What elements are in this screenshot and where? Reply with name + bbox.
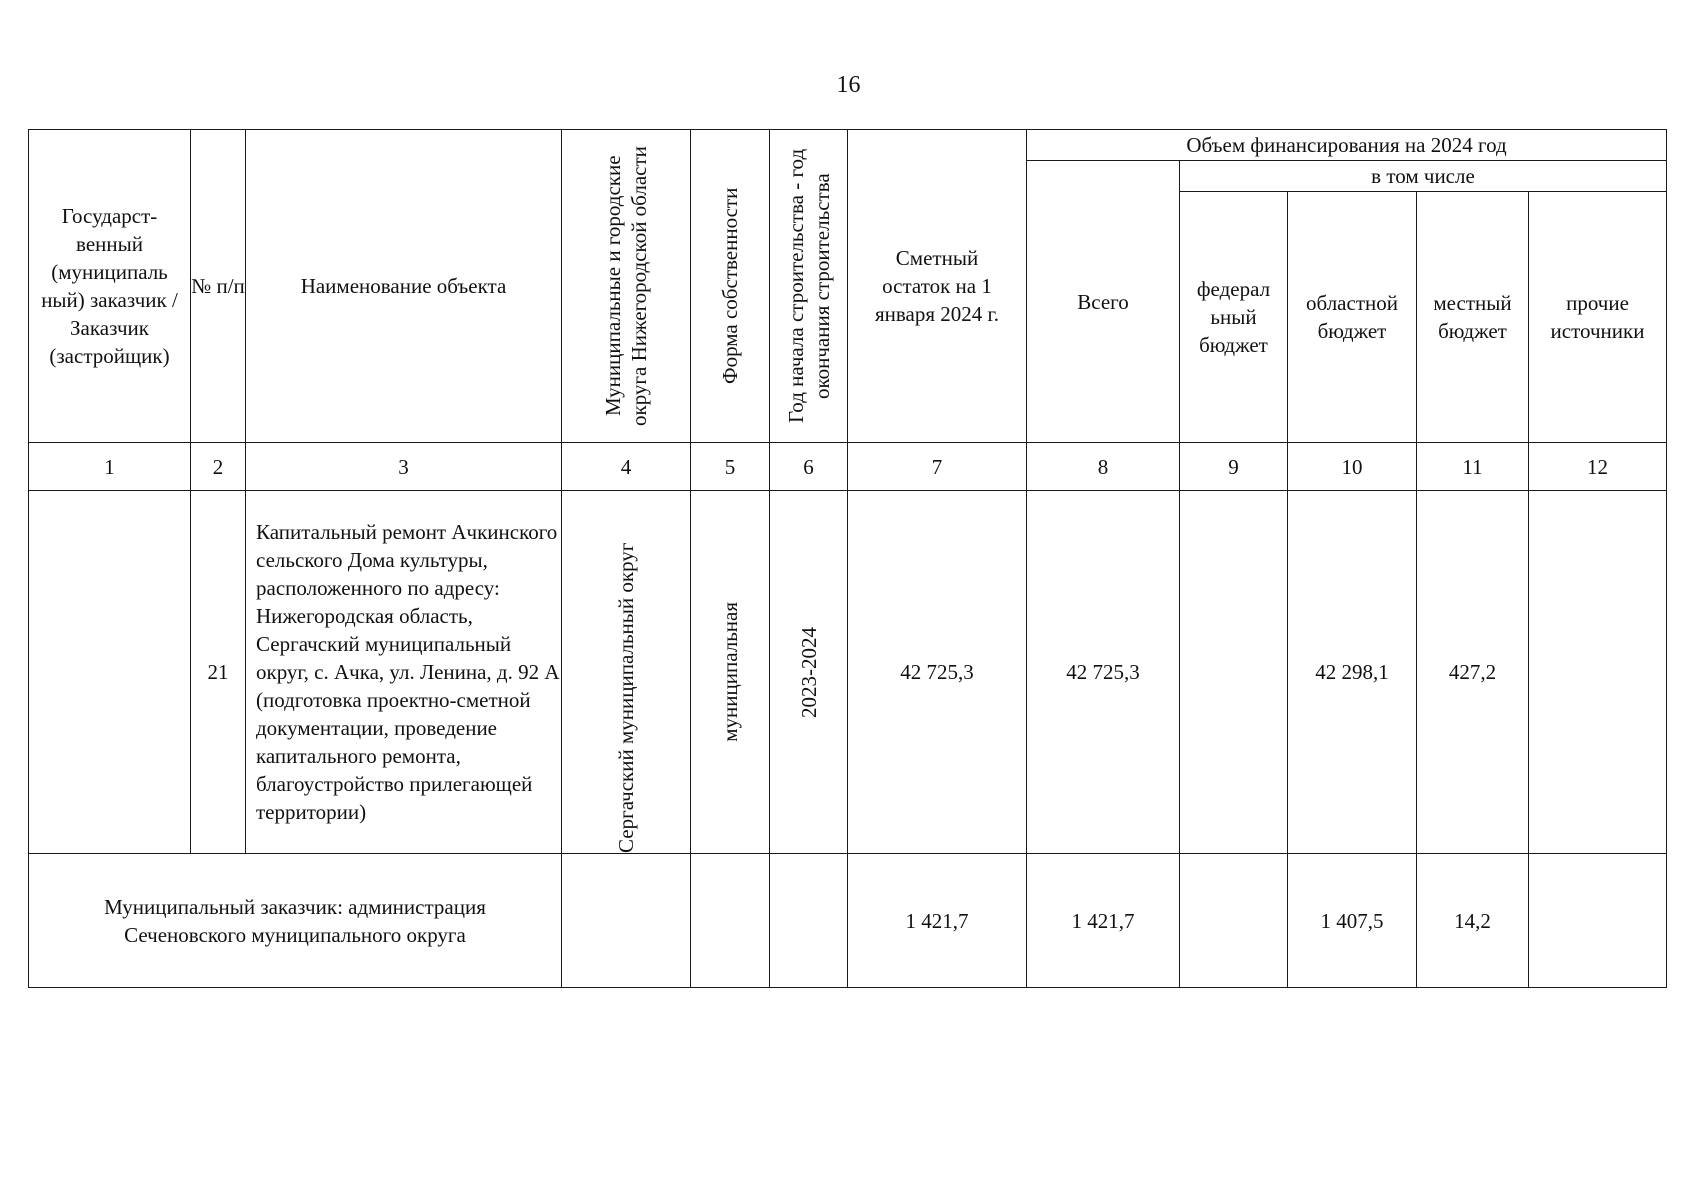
header-number: [191, 130, 246, 443]
header-years: [770, 130, 848, 443]
header-including: [1180, 161, 1667, 192]
header-other-text: прочие источники: [1550, 291, 1645, 343]
total-federal: [1180, 854, 1288, 988]
total-row: [29, 854, 1667, 988]
header-object-name-text: Наименование объекта: [300, 274, 507, 298]
row-years-text: 2023-2024: [796, 626, 821, 718]
total-estimate-balance: 1 421,7: [848, 854, 1027, 988]
row-federal: [1180, 491, 1288, 854]
column-number: 11: [1417, 443, 1529, 491]
row-regional: 42 298,1: [1288, 491, 1417, 854]
header-estimate-balance: [848, 130, 1027, 443]
column-number: 12: [1529, 443, 1667, 491]
header-financing-group-text: Объем финансирования на 2024 год: [1186, 133, 1507, 157]
column-number: 3: [246, 443, 562, 491]
header-row-1: [29, 130, 1667, 161]
row-object-name: Капитальный ремонт Ачкинского сельского Дома культуры, расположенного по адресу: Нижегородская область, Сергачский муниципальный округ, с. Ачка, ул. Ленина, д. 92 А (подготовка проектно-сметной документации, проведение капитального ремонта, благоустройство прилегающей территории): [246, 491, 562, 854]
header-ownership: [691, 130, 770, 443]
header-total: [1027, 161, 1180, 443]
header-number-text: № п/п: [191, 274, 245, 298]
row-other: [1529, 491, 1667, 854]
total-label: [29, 854, 562, 988]
row-number: 21: [191, 491, 246, 854]
row-ownership-text: муниципальная: [718, 602, 742, 742]
total-other: [1529, 854, 1667, 988]
total-total: 1 421,7: [1027, 854, 1180, 988]
column-number: 9: [1180, 443, 1288, 491]
header-total-text: Всего: [1077, 289, 1129, 314]
header-estimate-balance-text: Сметный остаток на 1 января 2024 г.: [874, 246, 999, 326]
header-federal: [1180, 192, 1288, 443]
row-local: 427,2: [1417, 491, 1529, 854]
column-number: 4: [562, 443, 691, 491]
row-municipality: [562, 491, 691, 854]
header-municipalities: [562, 130, 691, 443]
column-number: 5: [691, 443, 770, 491]
row-estimate-balance: 42 725,3: [848, 491, 1027, 854]
header-regional: [1288, 192, 1417, 443]
header-other: [1529, 192, 1667, 443]
column-number-row: [29, 443, 1667, 491]
row-municipality-text: Сергачский муниципальный округ: [614, 542, 638, 853]
row-ownership: [691, 491, 770, 854]
total-ownership: [691, 854, 770, 988]
column-number: 7: [848, 443, 1027, 491]
header-object-name: [246, 130, 562, 443]
header-local-text: местный бюджет: [1433, 291, 1512, 343]
total-municipality: [562, 854, 691, 988]
row-customer-cell: [29, 491, 191, 854]
column-number: 1: [29, 443, 191, 491]
total-label-text: Муниципальный заказчик: администрация Сеченовского муниципального округа: [104, 894, 486, 947]
row-years: [770, 491, 848, 854]
total-local: 14,2: [1417, 854, 1529, 988]
header-regional-text: областной бюджет: [1306, 291, 1398, 343]
header-federal-text: федерал ьный бюджет: [1196, 277, 1271, 357]
header-customer-text: Государст-венный (муниципаль ный) заказчик / Заказчик (застройщик): [41, 204, 178, 368]
table-row: [29, 491, 1667, 854]
total-regional: 1 407,5: [1288, 854, 1417, 988]
page-number: 16: [836, 72, 861, 98]
row-total: 42 725,3: [1027, 491, 1180, 854]
financing-table: [28, 129, 1667, 988]
header-customer: [29, 130, 191, 443]
column-number: 6: [770, 443, 848, 491]
header-years-text: Год начала строительства - год окончания строительства: [783, 148, 834, 424]
total-years: [770, 854, 848, 988]
header-municipalities-text: Муниципальные и городские округа Нижегородской области: [601, 146, 651, 426]
column-number: 10: [1288, 443, 1417, 491]
header-ownership-text: Форма собственности: [718, 187, 742, 385]
column-number: 8: [1027, 443, 1180, 491]
header-local: [1417, 192, 1529, 443]
column-number: 2: [191, 443, 246, 491]
header-including-text: в том числе: [1371, 164, 1475, 188]
header-financing-group: [1027, 130, 1667, 161]
